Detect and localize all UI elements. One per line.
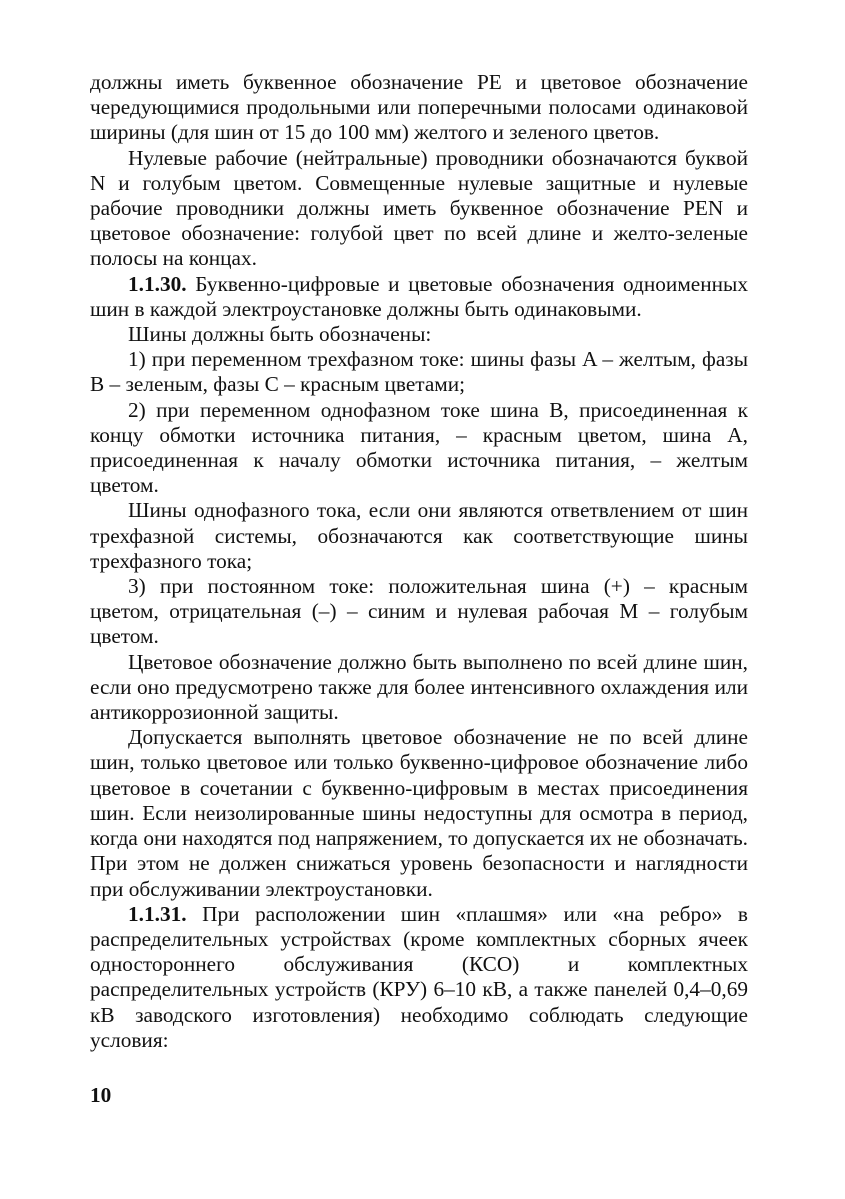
clause-1-1-30-text: Буквенно-цифровые и цветовые обозначения одноименных шин в каждой электроустановке должны быть одинаковыми.	[90, 271, 749, 321]
paragraph-10-text: Допускается выполнять цветовое обозначение не по всей длине шин, только цветовое или только буквенно-цифровое обозначение либо цветовое в сочетании с буквенно-цифровым в местах присоединения шин. Если неизолированные шины недоступны для осмотра в период, когда они находятся под напряжением, то допускается их не обозначать. При этом не должен снижаться уровень безопасности и наглядности при обслуживании электроустановки.	[90, 725, 748, 901]
page-number: 10	[90, 1083, 112, 1107]
page-body	[90, 70, 748, 1053]
paragraph-7	[90, 498, 748, 574]
list-item-1	[90, 347, 748, 397]
clause-number: 1.1.31.	[128, 901, 187, 926]
paragraph-4	[90, 322, 748, 347]
list-item-3-text: 3) при постоянном токе: положительная шина (+) – красным цветом, отрицательная (–) – синим и нулевая рабочая M – голубым цветом.	[90, 574, 748, 649]
paragraph-4-text: Шины должны быть обозначены:	[128, 322, 432, 347]
list-item-3	[90, 574, 748, 650]
paragraph-10	[90, 725, 748, 901]
clause-1-1-31-text: При расположении шин «плашмя» или «на ребро» в распределительных устройствах (кроме комплектных сборных ячеек одностороннего обслуживания (КСО) и комплектных распределительных устройств (КРУ) 6–10 кВ, а также панелей 0,4–0,69 кВ заводского изготовления) необходимо соблюдать следующие условия:	[90, 901, 748, 1052]
clause-number: 1.1.30.	[128, 271, 187, 296]
paragraph-1-text: должны иметь буквенное обозначение PE и цветовое обозначение чередующимися продольными или поперечными полосами одинаковой ширины (для шин от 15 до 100 мм) желтого и зеленого цветов.	[90, 70, 748, 145]
paragraph-2	[90, 146, 748, 272]
list-item-2	[90, 398, 748, 499]
paragraph-7-text: Шины однофазного тока, если они являются ответвлением от шин трехфазной системы, обозначаются как соответствующие шины трехфазного тока;	[90, 498, 748, 573]
paragraph-9	[90, 650, 748, 726]
list-item-1-text: 1) при переменном трехфазном токе: шины фазы A – желтым, фазы B – зеленым, фазы C – красным цветами;	[90, 347, 748, 397]
clause-1-1-30	[90, 272, 748, 322]
paragraph-1	[90, 70, 748, 146]
list-item-2-text: 2) при переменном однофазном токе шина B, присоединенная к концу обмотки источника питания, – красным цветом, шина A, присоединенная к началу обмотки источника питания, – желтым цветом.	[90, 397, 748, 498]
paragraph-9-text: Цветовое обозначение должно быть выполнено по всей длине шин, если оно предусмотрено также для более интенсивного охлаждения или антикоррозионной защиты.	[90, 649, 748, 725]
paragraph-2-text: Нулевые рабочие (нейтральные) проводники обозначаются буквой N и голубым цветом. Совмещенные нулевые защитные и нулевые рабочие проводники должны иметь буквенное обозначение PEN и цветовое обозначение: голубой цвет по всей длине и желто-зеленые полосы на концах.	[90, 145, 748, 271]
clause-1-1-31	[90, 902, 748, 1053]
